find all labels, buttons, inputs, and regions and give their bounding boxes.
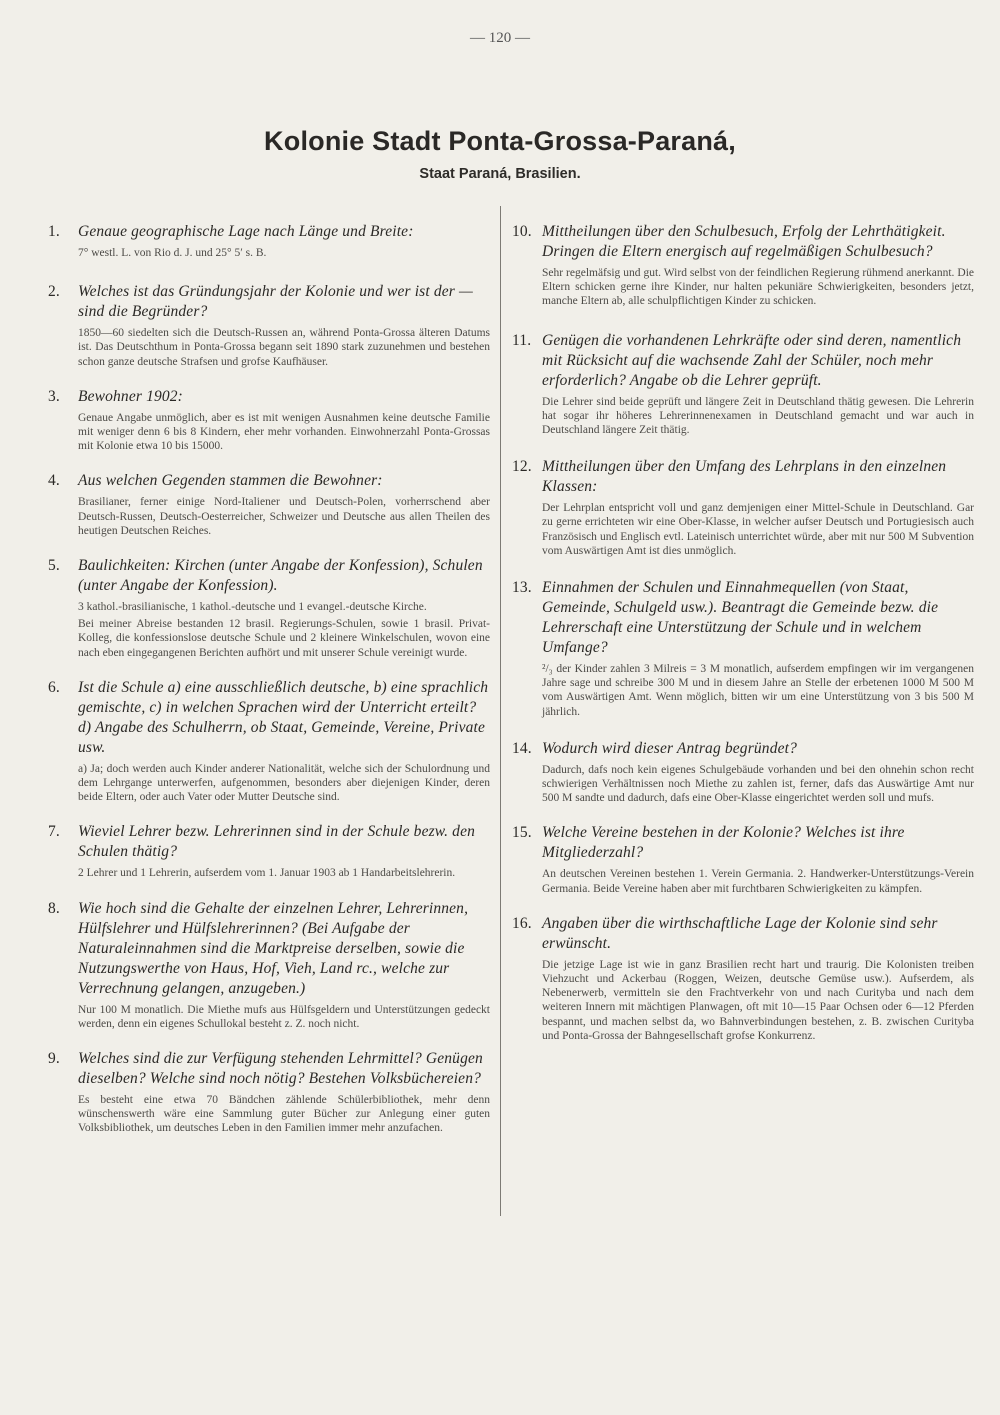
question-number: 10. bbox=[512, 223, 532, 240]
question-text bbox=[512, 331, 974, 391]
question-label: Wieviel Lehrer bezw. Lehrerinnen sind in der Schule bezw. den Schulen thätig? bbox=[78, 823, 476, 861]
answer-text bbox=[48, 326, 490, 369]
question-label: Welche Vereine bestehen in der Kolonie? Welches ist ihre Mitgliederzahl? bbox=[542, 824, 905, 862]
question-item bbox=[512, 739, 974, 806]
answer-paragraph: ²/₃ der Kinder zahlen 3 Milreis = 3 M monatlich, aufserdem empfingen wir im vergangenen Jahre sage und schreibe 300 M und in diesem Jahre an Stelle der erbetenen 1000 M 500 M vom Auswärtigen Amt. Wenn möglich, bitten wir um eine Unterstützung von 3 bis 500 M jährlich. bbox=[542, 663, 974, 718]
question-text bbox=[512, 222, 974, 262]
question-text bbox=[48, 282, 490, 322]
page-title: Kolonie Stadt Ponta-Grossa-Paraná, bbox=[264, 126, 736, 156]
column-divider bbox=[500, 206, 501, 1216]
answer-text bbox=[48, 1093, 490, 1136]
question-label: Genügen die vorhandenen Lehrkräfte oder sind deren, namentlich mit Rücksicht auf die wachsende Zahl der Schüler, noch mehr erforderlich? Angabe ob die Lehrer geprüft. bbox=[542, 331, 962, 389]
question-label: Mittheilungen über den Schulbesuch, Erfolg der Lehrthätigkeit. Dringen die Eltern energisch auf regelmäßigen Schulbesuch? bbox=[542, 223, 946, 260]
question-item bbox=[48, 899, 490, 1031]
page-number: — 120 — bbox=[470, 30, 530, 46]
answer-paragraph: Brasilianer, ferner einige Nord-Italiener und Deutsch-Polen, vorherrschend aber Deutsch-Russen, Deutsch-Oesterreicher, Schweizer und Deutsche aus allen Theilen des heutigen Deutschen Reiches. bbox=[78, 496, 490, 537]
question-number: 1. bbox=[48, 223, 60, 240]
question-label: Genaue geographische Lage nach Länge und Breite: bbox=[78, 223, 414, 240]
question-item bbox=[48, 822, 490, 880]
question-label: Einnahmen der Schulen und Einnahmequellen (von Staat, Gemeinde, Schulgeld usw.). Beantragt die Gemeinde bezw. die Lehrerschaft eine Unterstützung der Schule und in welchem Umfange? bbox=[542, 579, 939, 657]
answer-text bbox=[512, 867, 974, 895]
question-item bbox=[48, 678, 490, 805]
answer-paragraph: 3 kathol.-brasilianische, 1 kathol.-deutsche und 1 evangel.-deutsche Kirche. bbox=[78, 601, 427, 614]
question-number: 9. bbox=[48, 1050, 60, 1068]
answer-text bbox=[512, 501, 974, 558]
question-item bbox=[48, 282, 490, 369]
answer-paragraph: Sehr regelmäfsig und gut. Wird selbst von der feindlichen Regierung rühmend anerkannt. Die Eltern schicken gerne ihre Kinder, nur halten pekuniäre Schwierigkeiten, besonders jetzt, manche Eltern ab, alle schulpflichtigen Kinder zu schicken. bbox=[542, 267, 974, 308]
question-item bbox=[512, 823, 974, 895]
answer-text bbox=[48, 762, 490, 805]
question-text bbox=[512, 823, 974, 863]
question-label: Ist die Schule a) eine ausschließlich deutsche, b) eine sprachlich gemischte, c) in welchen Sprachen wird der Unterricht erteilt? d) Angabe des Schulherrn, ob Staat, Gemeinde, Vereine, Private usw. bbox=[78, 678, 489, 756]
question-text bbox=[48, 471, 490, 491]
question-item bbox=[48, 387, 490, 454]
answer-text bbox=[48, 600, 490, 660]
question-number: 13. bbox=[512, 579, 532, 597]
question-text bbox=[48, 1049, 490, 1089]
answer-text bbox=[512, 395, 974, 438]
answer-text bbox=[512, 266, 974, 309]
question-number: 4. bbox=[48, 472, 60, 490]
answer-paragraph: Genaue Angabe unmöglich, aber es ist mit wenigen Ausnahmen keine deutsche Familie mit weniger denn 6 bis 8 Kindern, eher mehr vorhanden. Einwohnerzahl Ponta-Grossas mit Kolonie etwa 10 bis 15000. bbox=[78, 411, 490, 453]
question-label: Mittheilungen über den Umfang des Lehrplans in den einzelnen Klassen: bbox=[542, 458, 947, 496]
answer-text bbox=[512, 763, 974, 806]
question-number: 6. bbox=[48, 678, 60, 696]
answer-paragraph: 1850—60 siedelten sich die Deutsch-Russen an, während Ponta-Grossa älteren Datums ist. Das Deutschthum in Ponta-Grossa begann seit 1890 stark zuzunehmen und bestehen schon ganze deutsche Strafsen und grofse Kaufhäuser. bbox=[78, 327, 490, 368]
answer-text bbox=[48, 866, 490, 880]
answer-paragraph: Es besteht eine etwa 70 Bändchen zählende Schülerbibliothek, mehr denn wünschenswerth wäre eine Sammlung guter Bücher zur Anlegung einer guten Volksbibliothek, um deutsches Leben in den Familien immer mehr anzufachen. bbox=[78, 1094, 490, 1135]
question-item bbox=[512, 222, 974, 309]
answer-paragraph: Bei meiner Abreise bestanden 12 brasil. Regierungs-Schulen, sowie 1 brasil. Privat-Kolleg, die konfessionslose deutsche Schule und 2 kleinere Winkelschulen, wovon eine nach eben eingegangenen Berichten aufhört und mit unserer Schule vereinigt wurde. bbox=[78, 618, 490, 659]
question-label: Bewohner 1902: bbox=[78, 387, 183, 405]
question-text bbox=[48, 822, 490, 862]
answer-text bbox=[512, 662, 974, 719]
question-number: 3. bbox=[48, 387, 60, 405]
right-column bbox=[512, 204, 974, 1046]
answer-text bbox=[48, 246, 490, 260]
question-number: 16. bbox=[512, 914, 532, 932]
answer-paragraph: 7° westl. L. von Rio d. J. und 25° 5′ s. B. bbox=[78, 247, 267, 259]
question-label: Welches sind die zur Verfügung stehenden Lehrmittel? Genügen dieselben? Welche sind noch nötig? Bestehen Volksbüchereien? bbox=[78, 1050, 483, 1088]
question-label: Baulichkeiten: Kirchen (unter Angabe der Konfession), Schulen (unter Angabe der Konfession). bbox=[78, 557, 483, 595]
question-label: Welches ist das Gründungsjahr der Kolonie und wer ist der — sind die Begründer? bbox=[78, 283, 473, 321]
question-number: 12. bbox=[512, 458, 532, 476]
answer-paragraph: Nur 100 M monatlich. Die Miethe mufs aus Hülfsgeldern und Unterstützungen gedeckt werden, denn ein eigenes Schullokal besteht z. Z. noch nicht. bbox=[78, 1003, 490, 1030]
answer-paragraph: An deutschen Vereinen bestehen 1. Verein Germania. 2. Handwerker-Unterstützungs-Verein Germania. Beide Vereine haben aber mit furchtbaren Schwierigkeiten zu kämpfen. bbox=[542, 868, 974, 895]
question-text bbox=[512, 739, 974, 759]
question-item bbox=[48, 222, 490, 260]
question-item bbox=[48, 1049, 490, 1136]
answer-text bbox=[48, 495, 490, 538]
question-text bbox=[512, 457, 974, 497]
question-number: 5. bbox=[48, 557, 60, 575]
left-column bbox=[48, 204, 490, 1139]
answer-paragraph: 2 Lehrer und 1 Lehrerin, aufserdem vom 1. Januar 1903 ab 1 Handarbeitslehrerin. bbox=[78, 867, 456, 880]
question-text bbox=[48, 556, 490, 596]
question-text bbox=[512, 914, 974, 954]
answer-paragraph: a) Ja; doch werden auch Kinder anderer Nationalität, welche sich der Schulordnung und dem Lehrgange unterwerfen, aufgenommen, besonders aber diejenigen Kinder, deren beide Eltern, oder auch Vater oder Mutter Deutsche sind. bbox=[78, 762, 490, 804]
answer-paragraph: Die Lehrer sind beide geprüft und längere Zeit in Deutschland thätig gewesen. Die Lehrerin hat sogar ihr höheres Lehrerinnenexamen in Deutschland gemacht und war auch in Deutschland längere Zeit thätig. bbox=[542, 395, 974, 437]
answer-paragraph: Der Lehrplan entspricht voll und ganz demjenigen einer Mittel-Schule in Deutschland. Gar zu gerne errichteten wir eine Ober-Klasse, in welcher aufser Deutsch und Portugiesisch auch Französisch und Englisch evtl. Lateinisch unterrichtet würde, aber mit nur 500 M Subvention vom Auswärtigen Amt ist dies unmöglich. bbox=[542, 502, 974, 557]
question-item bbox=[512, 914, 974, 1043]
question-number: 2. bbox=[48, 283, 60, 301]
question-number: 15. bbox=[512, 824, 532, 842]
question-text bbox=[48, 899, 490, 999]
question-number: 8. bbox=[48, 899, 60, 917]
question-text bbox=[48, 678, 490, 758]
question-item bbox=[48, 556, 490, 660]
question-item bbox=[512, 578, 974, 719]
question-item bbox=[512, 457, 974, 558]
answer-paragraph: Dadurch, dafs noch kein eigenes Schulgebäude vorhanden und bei den ohnehin schon recht schwierigen Verhältnissen noch Miethe zu zahlen ist, ferner, dafs das Auswärtige Amt nur 500 M sandte und dadurch, dafs eine Ober-Klasse eingerichtet werden soll und mufs. bbox=[542, 763, 974, 805]
question-label: Wie hoch sind die Gehalte der einzelnen Lehrer, Lehrerinnen, Hülfslehrer und Hülfslehrerinnen? (Bei Aufgabe der Naturaleinnahmen sind die Marktpreise derselben, sowie die Nutzungswerthe von Haus, Hof, Vieh, Land rc., welche zur Verrechnung gelangen, anzugeben.) bbox=[78, 899, 469, 997]
answer-text bbox=[48, 411, 490, 454]
question-number: 7. bbox=[48, 823, 60, 841]
question-label: Aus welchen Gegenden stammen die Bewohner: bbox=[78, 472, 383, 490]
question-text bbox=[512, 578, 974, 658]
question-text bbox=[48, 387, 490, 407]
question-item bbox=[48, 471, 490, 538]
question-label: Angaben über die wirthschaftliche Lage der Kolonie sind sehr erwünscht. bbox=[542, 914, 938, 952]
question-label: Wodurch wird dieser Antrag begründet? bbox=[542, 739, 797, 757]
question-text bbox=[48, 222, 490, 242]
question-number: 14. bbox=[512, 739, 532, 757]
answer-paragraph: Die jetzige Lage ist wie in ganz Brasilien recht hart und traurig. Die Kolonisten treiben Viehzucht und Ackerbau (Roggen, Weizen, deutsche Gemüse usw.). Aufserdem, als Nebenerwerb, vermitteln sie den Frachtverkehr von und nach Curityba und nach dem weiteren Innern mit mächtigen Planwagen, oft mit 10—15 Paar Ochsen oder 6—12 Pferden bespannt, und machen selbst da, wo Bahnverbindungen bestehen, z. B. zwischen Curityba und Ponta-Grossa der Bahngesellschaft grofse Konkurrenz. bbox=[542, 958, 974, 1042]
question-number: 11. bbox=[512, 331, 532, 349]
answer-text bbox=[48, 1003, 490, 1031]
page-subtitle: Staat Paraná, Brasilien. bbox=[419, 166, 581, 182]
question-item bbox=[512, 331, 974, 438]
answer-text bbox=[512, 958, 974, 1043]
